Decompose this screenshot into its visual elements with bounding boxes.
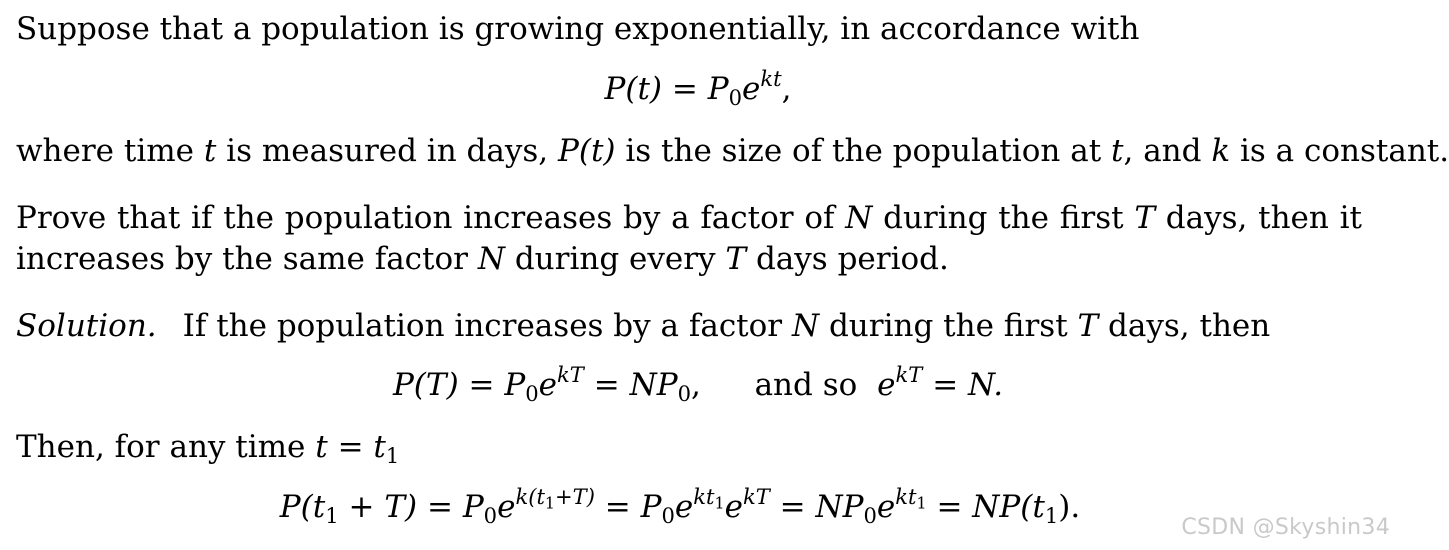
prove-var-n2: N bbox=[477, 241, 505, 277]
eq3-final-tail: ). bbox=[1058, 489, 1081, 525]
solution-part-a: If the population increases by a factor bbox=[182, 308, 792, 344]
prove-line-2 bbox=[16, 241, 949, 277]
then-var-t1: t bbox=[373, 429, 386, 465]
solution-label: Solution. bbox=[16, 308, 157, 344]
solution-text bbox=[16, 308, 1271, 344]
eq3-exp3: kT bbox=[742, 483, 770, 509]
prove-var-t: T bbox=[1134, 200, 1156, 236]
prove-part-1c: days, then it bbox=[1155, 200, 1362, 236]
prove-line-1 bbox=[16, 200, 1362, 236]
eq2-p: P bbox=[504, 367, 526, 403]
eq3-exp2: kt bbox=[693, 483, 715, 509]
then-equals: = bbox=[327, 429, 374, 465]
eq1-tail: , bbox=[781, 71, 792, 107]
eq3-lhs-sub: 1 bbox=[325, 502, 339, 528]
intro-text bbox=[16, 11, 1140, 47]
prove-var-n: N bbox=[845, 200, 873, 236]
eq1-lhs: P(t) bbox=[604, 71, 663, 107]
eq2-and-so: and so bbox=[754, 367, 858, 403]
eq2-exponent2: kT bbox=[895, 361, 923, 387]
equation-factor: $P(T) = P_0e^{kT} = NP_0$, and so $e^{kT} = N$. bbox=[392, 361, 1004, 406]
eq3-p-b: P bbox=[640, 489, 662, 525]
eq2-lhs: P(T) bbox=[392, 367, 459, 403]
eq3-sub0-b: 0 bbox=[661, 502, 675, 528]
where-part-3: is the size of the population at bbox=[615, 133, 1112, 169]
eq3-exp1-sub: 1 bbox=[544, 493, 555, 513]
solution-var-n: N bbox=[791, 308, 820, 344]
eq1-exponent: kt bbox=[760, 65, 782, 91]
eq1-e: e bbox=[742, 71, 761, 107]
eq2-result: N. bbox=[968, 367, 1004, 403]
eq2-e: e bbox=[538, 367, 558, 403]
equation-periodic: $P(t_1 + T) = P_0e^{k(t_1+T)} = P_0e^{kt_1}e^{kT} = NP_0e^{kt_1} = NP(t_1)$. bbox=[279, 483, 1081, 528]
eq2-comma: , bbox=[690, 367, 701, 403]
eq3-np-sub: 0 bbox=[863, 502, 877, 528]
then-var-t: t bbox=[315, 429, 328, 465]
eq3-exp2-sub: 1 bbox=[714, 493, 725, 513]
intro-sentence: Suppose that a population is growing exponentially, in accordance with bbox=[16, 11, 1140, 47]
then-sub1: 1 bbox=[385, 442, 400, 468]
then-part-a: Then, for any time bbox=[16, 429, 316, 465]
eq2-exponent: kT bbox=[557, 361, 584, 387]
eq2-sub0: 0 bbox=[525, 380, 539, 406]
solution-var-t: T bbox=[1077, 308, 1099, 344]
eq3-sub0: 0 bbox=[483, 502, 498, 528]
prove-part-1a: Prove that if the population increases by a factor of bbox=[16, 200, 846, 236]
prove-part-1b: during the first bbox=[872, 200, 1135, 236]
where-part-2: is measured in days, bbox=[216, 133, 558, 169]
eq3-final-sub: 1 bbox=[1044, 502, 1059, 528]
where-var-pt: P(t) bbox=[558, 133, 616, 169]
eq3-p: P bbox=[462, 489, 484, 525]
eq3-final: NP(t bbox=[972, 489, 1045, 525]
where-text bbox=[16, 133, 1449, 169]
eq1-p: P bbox=[707, 71, 729, 107]
where-var-t2: t bbox=[1111, 133, 1124, 169]
prove-part-2a: increases by the same factor bbox=[16, 241, 478, 277]
eq3-exp4-sub: 1 bbox=[916, 493, 927, 513]
prove-var-t2: T bbox=[725, 241, 747, 277]
then-text bbox=[16, 429, 400, 468]
where-var-t: t bbox=[203, 133, 217, 169]
eq3-exp1: k(t bbox=[515, 483, 545, 509]
equation-population-model: $P(t) = P_0e^{kt}$, bbox=[604, 65, 792, 110]
prove-part-2c: days period. bbox=[746, 241, 949, 277]
where-part-4: , and bbox=[1123, 133, 1212, 169]
where-part-5: is a constant. bbox=[1230, 133, 1449, 169]
eq3-np: NP bbox=[815, 489, 864, 525]
eq3-lhs: P(t bbox=[279, 489, 326, 525]
eq1-sub: 0 bbox=[728, 84, 743, 110]
eq3-exp4: kt bbox=[895, 483, 917, 509]
eq2-np: NP bbox=[629, 367, 678, 403]
eq3-lhs-tail: + T) bbox=[338, 489, 418, 525]
solution-part-c: days, then bbox=[1098, 308, 1271, 344]
prove-part-2b: during every bbox=[504, 241, 726, 277]
solution-part-b: during the first bbox=[819, 308, 1078, 344]
watermark: CSDN @Skyshin34 bbox=[1181, 515, 1390, 540]
eq3-exp1-tail: +T) bbox=[554, 483, 595, 509]
eq2-e2: e bbox=[877, 367, 896, 403]
where-var-k: k bbox=[1211, 133, 1231, 169]
where-part-1: where time bbox=[16, 133, 204, 169]
eq2-sub0b: 0 bbox=[677, 380, 691, 406]
